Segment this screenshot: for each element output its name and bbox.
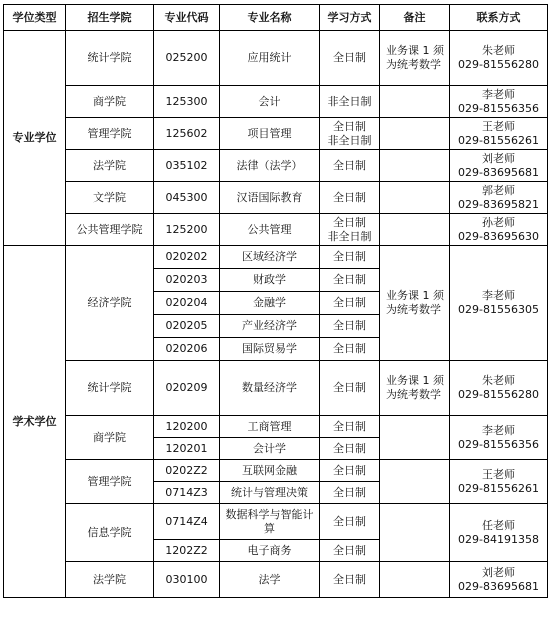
contact-phone: 029-83695821	[458, 197, 539, 211]
contact-cell	[450, 361, 548, 416]
major-cell: 项目管理	[220, 118, 320, 150]
remark-cell	[380, 504, 450, 562]
code-cell: 125200	[154, 214, 220, 246]
mode-cell: 全日制	[320, 361, 380, 416]
contact-name: 孙老师	[482, 215, 515, 229]
table-row	[4, 86, 548, 118]
table-row	[4, 214, 548, 246]
code-cell: 120200	[154, 416, 220, 438]
contact-phone: 029-81556280	[458, 388, 539, 401]
code-cell: 0202Z2	[154, 460, 220, 482]
college-cell: 经济学院	[66, 246, 154, 361]
code-cell: 025200	[154, 31, 220, 86]
table-row	[4, 460, 548, 482]
code-cell: 030100	[154, 562, 220, 598]
contact-phone: 029-81556261	[458, 133, 539, 147]
contact-name: 刘老师	[482, 151, 515, 165]
degree-type-professional: 专业学位	[4, 31, 66, 246]
mode-cell: 非全日制	[320, 86, 380, 118]
table-row	[4, 416, 548, 438]
table-row	[4, 246, 548, 269]
code-cell: 020205	[154, 315, 220, 338]
mode-cell	[320, 118, 380, 150]
remark-cell	[380, 562, 450, 598]
contact-name: 刘老师	[482, 565, 515, 579]
code-cell: 020202	[154, 246, 220, 269]
contact-phone: 029-83695681	[458, 165, 539, 179]
major-cell: 会计学	[220, 438, 320, 460]
contact-cell	[450, 246, 548, 361]
major-cell: 数量经济学	[220, 361, 320, 416]
table-row	[4, 361, 548, 416]
contact-phone: 029-81556261	[458, 481, 539, 495]
contact-cell	[450, 214, 548, 246]
contact-cell	[450, 460, 548, 504]
mode-cell: 全日制	[320, 246, 380, 269]
mode-cell: 全日制	[320, 438, 380, 460]
code-cell: 120201	[154, 438, 220, 460]
contact-cell	[450, 562, 548, 598]
code-cell: 020203	[154, 269, 220, 292]
major-cell: 汉语国际教育	[220, 182, 320, 214]
college-cell: 法学院	[66, 562, 154, 598]
major-cell: 财政学	[220, 269, 320, 292]
major-cell: 数据科学与智能计算	[220, 504, 320, 540]
major-cell: 法学	[220, 562, 320, 598]
major-cell: 统计与管理决策	[220, 482, 320, 504]
mode-cell: 全日制	[320, 292, 380, 315]
remark-cell: 业务课 1 须为统考数学	[380, 31, 450, 86]
college-cell: 公共管理学院	[66, 214, 154, 246]
college-cell: 商学院	[66, 416, 154, 460]
mode-cell: 全日制	[320, 540, 380, 562]
contact-phone: 029-81556305	[458, 303, 539, 316]
remark-cell	[380, 214, 450, 246]
code-cell: 020204	[154, 292, 220, 315]
admissions-table	[3, 4, 548, 598]
college-cell: 法学院	[66, 150, 154, 182]
mode-line: 非全日制	[327, 229, 372, 243]
contact-name: 王老师	[482, 119, 515, 133]
major-cell: 国际贸易学	[220, 338, 320, 361]
contact-phone: 029-81556356	[458, 437, 539, 451]
college-cell: 统计学院	[66, 361, 154, 416]
mode-cell: 全日制	[320, 150, 380, 182]
code-cell: 1202Z2	[154, 540, 220, 562]
mode-cell: 全日制	[320, 31, 380, 86]
code-cell: 045300	[154, 182, 220, 214]
remark-cell	[380, 150, 450, 182]
table-row	[4, 504, 548, 540]
contact-cell	[450, 86, 548, 118]
contact-cell	[450, 150, 548, 182]
major-cell: 金融学	[220, 292, 320, 315]
mode-cell: 全日制	[320, 416, 380, 438]
college-cell: 商学院	[66, 86, 154, 118]
major-cell: 应用统计	[220, 31, 320, 86]
mode-cell	[320, 214, 380, 246]
contact-phone: 029-83695630	[458, 229, 539, 243]
table-row	[4, 150, 548, 182]
degree-type-academic: 学术学位	[4, 246, 66, 598]
mode-line: 全日制	[333, 215, 366, 229]
table-row	[4, 31, 548, 86]
remark-cell	[380, 86, 450, 118]
contact-phone: 029-81556356	[458, 101, 539, 115]
mode-cell: 全日制	[320, 315, 380, 338]
mode-cell: 全日制	[320, 338, 380, 361]
header-degree-type: 学位类型	[4, 5, 66, 31]
major-cell: 区域经济学	[220, 246, 320, 269]
major-cell: 电子商务	[220, 540, 320, 562]
remark-cell	[380, 182, 450, 214]
major-cell: 互联网金融	[220, 460, 320, 482]
code-cell: 035102	[154, 150, 220, 182]
contact-phone: 029-84191358	[458, 532, 539, 546]
remark-cell	[380, 118, 450, 150]
code-cell: 020206	[154, 338, 220, 361]
mode-cell: 全日制	[320, 269, 380, 292]
header-contact: 联系方式	[450, 5, 548, 31]
contact-cell	[450, 31, 548, 86]
major-cell: 公共管理	[220, 214, 320, 246]
mode-cell: 全日制	[320, 182, 380, 214]
remark-cell	[380, 460, 450, 504]
college-cell: 管理学院	[66, 460, 154, 504]
major-cell: 工商管理	[220, 416, 320, 438]
code-cell: 020209	[154, 361, 220, 416]
mode-cell: 全日制	[320, 562, 380, 598]
code-cell: 125602	[154, 118, 220, 150]
contact-name: 李老师	[482, 87, 515, 101]
contact-name: 朱老师	[482, 44, 515, 57]
major-cell: 法律（法学）	[220, 150, 320, 182]
contact-name: 朱老师	[482, 374, 515, 387]
major-cell: 会计	[220, 86, 320, 118]
contact-phone: 029-81556280	[458, 58, 539, 71]
contact-name: 任老师	[482, 518, 515, 532]
header-college: 招生学院	[66, 5, 154, 31]
code-cell: 0714Z4	[154, 504, 220, 540]
header-study-mode: 学习方式	[320, 5, 380, 31]
college-cell: 文学院	[66, 182, 154, 214]
major-cell: 产业经济学	[220, 315, 320, 338]
contact-phone: 029-83695681	[458, 579, 539, 593]
contact-cell	[450, 182, 548, 214]
mode-cell: 全日制	[320, 504, 380, 540]
contact-cell	[450, 504, 548, 562]
code-cell: 0714Z3	[154, 482, 220, 504]
table-row	[4, 562, 548, 598]
table-row	[4, 118, 548, 150]
header-row	[4, 5, 548, 31]
header-major-name: 专业名称	[220, 5, 320, 31]
table-row	[4, 182, 548, 214]
contact-cell	[450, 416, 548, 460]
college-cell: 统计学院	[66, 31, 154, 86]
remark-cell	[380, 416, 450, 460]
contact-name: 郭老师	[482, 183, 515, 197]
code-cell: 125300	[154, 86, 220, 118]
remark-cell: 业务课 1 须为统考数学	[380, 361, 450, 416]
contact-cell	[450, 118, 548, 150]
mode-cell: 全日制	[320, 460, 380, 482]
mode-line: 非全日制	[327, 133, 372, 147]
mode-line: 全日制	[333, 119, 366, 133]
header-major-code: 专业代码	[154, 5, 220, 31]
mode-cell: 全日制	[320, 482, 380, 504]
remark-cell: 业务课 1 须为统考数学	[380, 246, 450, 361]
contact-name: 王老师	[482, 467, 515, 481]
contact-name: 李老师	[482, 423, 515, 437]
contact-name: 李老师	[482, 289, 515, 302]
college-cell: 信息学院	[66, 504, 154, 562]
header-remarks: 备注	[380, 5, 450, 31]
college-cell: 管理学院	[66, 118, 154, 150]
